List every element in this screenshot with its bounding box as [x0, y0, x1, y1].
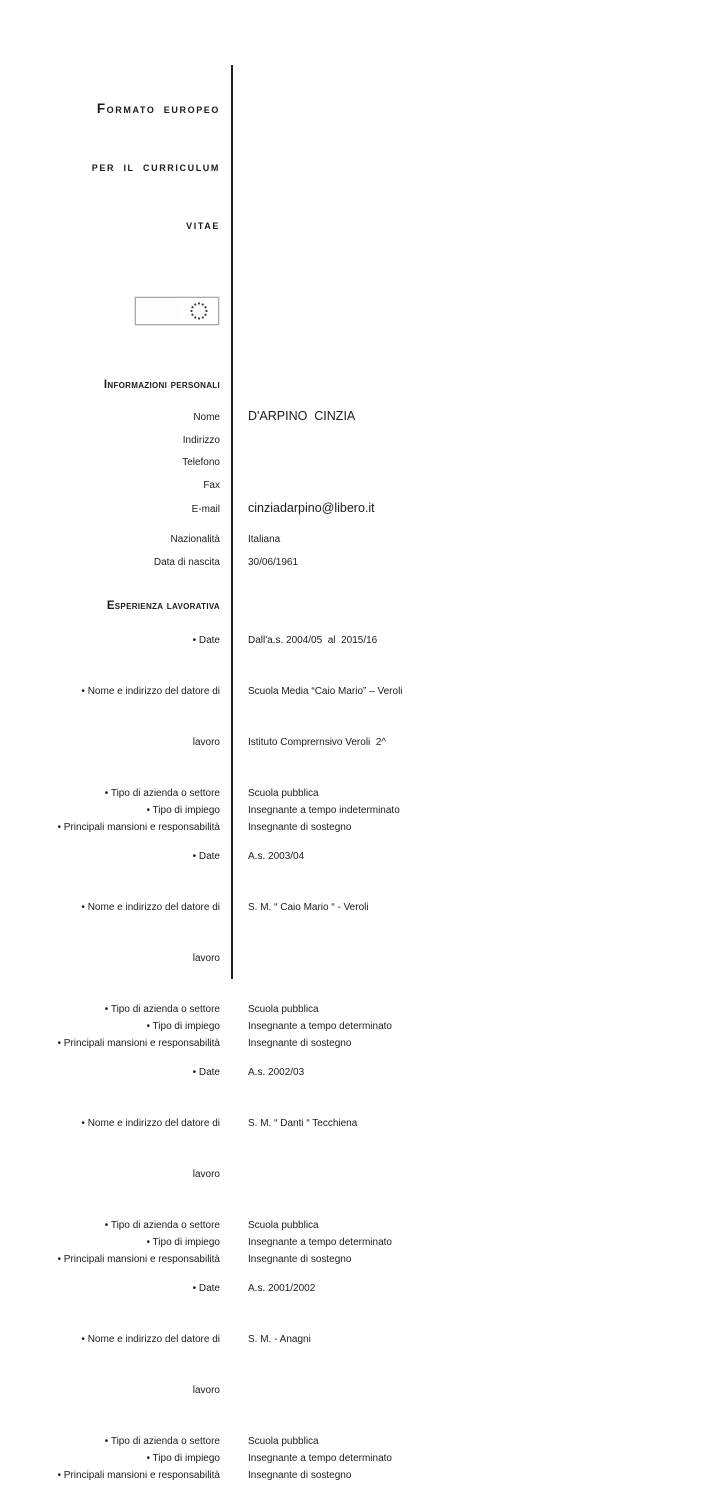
experience-block	[0, 632, 724, 836]
field-label: • Principali mansioni e responsabilità	[57, 821, 220, 833]
field-row-employment	[0, 1450, 724, 1467]
field-value	[248, 865, 724, 1001]
field-value: D'ARPINO CINZIA	[248, 409, 356, 423]
field-label	[0, 1081, 220, 1217]
field-row-date	[0, 1280, 724, 1297]
field-label-line: • Nome e indirizzo del datore di	[81, 1333, 220, 1345]
field-label-line: lavoro	[192, 1384, 220, 1396]
field-label: Telefono	[182, 457, 220, 468]
flag-row	[0, 279, 724, 351]
field-row-duties	[0, 1467, 724, 1484]
field-value: Scuola pubblica	[248, 1435, 319, 1447]
field-row-duties	[0, 1251, 724, 1268]
field-label-line: lavoro	[192, 952, 220, 964]
field-row-employer	[0, 865, 724, 1001]
field-value: Scuola pubblica	[248, 1219, 319, 1231]
field-label-line: • Nome e indirizzo del datore di	[81, 685, 220, 697]
field-value: Dall'a.s. 2004/05 al 2015/16	[248, 634, 378, 646]
field-label: Indirizzo	[182, 434, 220, 446]
field-label: E-mail	[191, 504, 220, 515]
field-label: • Date	[192, 634, 220, 646]
section-heading-personal: Informazioni personali	[103, 379, 220, 391]
field-value-line: Scuola Media “Caio Mario” – Veroli	[248, 685, 403, 697]
field-value-line	[248, 1166, 724, 1183]
field-value: Insegnante a tempo determinato	[248, 1236, 392, 1248]
field-row-fax	[0, 479, 724, 492]
field-row-sector	[0, 1217, 724, 1234]
field-value: A.s. 2002/03	[248, 1066, 305, 1078]
field-row-data-di-nascita	[0, 556, 724, 569]
field-label: • Tipo di impiego	[146, 804, 220, 816]
field-label-line: lavoro	[192, 736, 220, 748]
field-value: cinziadarpino@libero.it	[248, 501, 375, 515]
field-value: Insegnante di sostegno	[248, 1253, 352, 1265]
field-row-indirizzo	[0, 434, 724, 447]
field-label: • Tipo di azienda o settore	[104, 1003, 220, 1015]
experience-block	[0, 1280, 724, 1484]
field-row-sector	[0, 1433, 724, 1450]
field-label: • Tipo di azienda o settore	[104, 1435, 220, 1447]
document-title	[0, 62, 724, 272]
field-label: Fax	[203, 479, 220, 491]
field-label	[0, 649, 220, 785]
field-row-date	[0, 1064, 724, 1081]
field-row-nazionalita	[0, 533, 724, 546]
field-row-employer	[0, 1081, 724, 1217]
experience-block	[0, 1064, 724, 1268]
field-value: Insegnante di sostegno	[248, 1469, 352, 1481]
field-value: Insegnante a tempo determinato	[248, 1452, 392, 1464]
field-value-line	[248, 1382, 724, 1399]
field-label: • Tipo di impiego	[146, 1020, 220, 1032]
field-value: Insegnante di sostegno	[248, 1037, 352, 1049]
title-line-3: vitae	[186, 217, 220, 232]
field-label	[0, 865, 220, 1001]
field-label: • Date	[192, 850, 220, 862]
field-value: Insegnante a tempo indeterminato	[248, 804, 400, 816]
field-value	[248, 1297, 724, 1433]
field-value-line: S. M. - Anagni	[248, 1333, 311, 1345]
field-row-employment	[0, 1018, 724, 1035]
field-label-line: • Nome e indirizzo del datore di	[81, 901, 220, 913]
section-heading-experience: Esperienza lavorativa	[106, 599, 220, 612]
field-row-employment	[0, 802, 724, 819]
field-value: Italiana	[248, 534, 281, 545]
field-row-date	[0, 632, 724, 649]
experience-block	[0, 848, 724, 1052]
personal-info-section	[0, 409, 724, 569]
field-value-line: S. M. “ Caio Mario “ - Veroli	[248, 901, 369, 913]
field-label-line: lavoro	[192, 1168, 220, 1180]
experience-section	[0, 632, 724, 1484]
eu-flag-icon	[135, 297, 219, 325]
field-row-email	[0, 501, 724, 516]
field-value-line: Istituto Comprernsivo Veroli 2^	[248, 736, 387, 748]
field-label: • Tipo di impiego	[146, 1452, 220, 1464]
field-value: Insegnante di sostegno	[248, 821, 352, 833]
title-line-1: Formato europeo	[96, 101, 220, 116]
field-row-telefono	[0, 456, 724, 469]
field-label: Nazionalità	[170, 534, 220, 545]
field-label: • Principali mansioni e responsabilità	[57, 1469, 220, 1481]
field-value-line: S. M. “ Danti “ Tecchiena	[248, 1117, 358, 1129]
field-row-employer	[0, 1297, 724, 1433]
field-value: A.s. 2001/2002	[248, 1282, 316, 1294]
field-label	[0, 1297, 220, 1433]
field-row-duties	[0, 1035, 724, 1052]
field-value	[248, 1081, 724, 1217]
field-label: • Principali mansioni e responsabilità	[57, 1037, 220, 1049]
field-label: • Tipo di impiego	[146, 1236, 220, 1248]
field-row-employment	[0, 1234, 724, 1251]
field-label: • Tipo di azienda o settore	[104, 1219, 220, 1231]
field-label: Nome	[193, 412, 220, 423]
title-line-2: per il curriculum	[91, 159, 220, 174]
field-row-date	[0, 848, 724, 865]
field-label: Data di nascita	[153, 556, 220, 568]
field-row-duties	[0, 819, 724, 836]
field-label: • Date	[192, 1066, 220, 1078]
field-row-employer	[0, 649, 724, 785]
field-label: • Date	[192, 1282, 220, 1294]
field-row-sector	[0, 785, 724, 802]
field-value: Insegnante a tempo determinato	[248, 1020, 392, 1032]
field-row-nome	[0, 409, 724, 424]
field-value	[248, 649, 724, 785]
field-label-line: • Nome e indirizzo del datore di	[81, 1117, 220, 1129]
field-label: • Principali mansioni e responsabilità	[57, 1253, 220, 1265]
field-row-sector	[0, 1001, 724, 1018]
field-value: Scuola pubblica	[248, 1003, 319, 1015]
field-label: • Tipo di azienda o settore	[104, 787, 220, 799]
field-value: A.s. 2003/04	[248, 850, 305, 862]
field-value: 30/06/1961	[248, 556, 299, 568]
field-value-line	[248, 950, 724, 967]
field-value: Scuola pubblica	[248, 787, 319, 799]
document-content	[0, 62, 724, 1496]
